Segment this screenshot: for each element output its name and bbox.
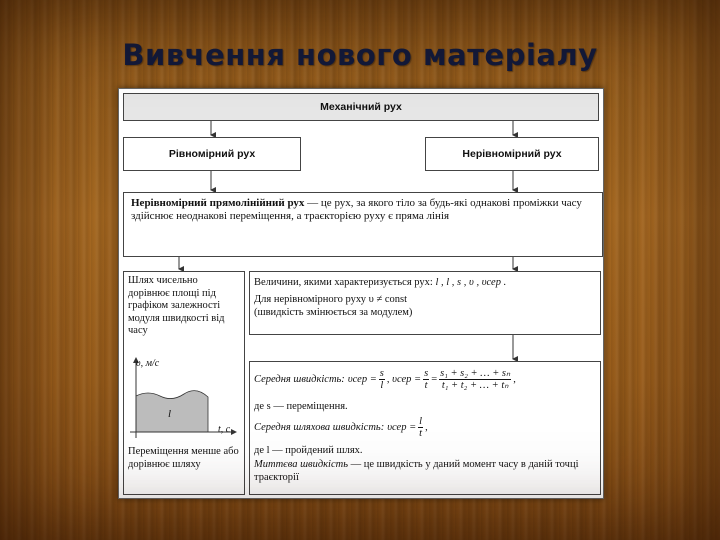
avg-speed-row: Середня швидкість: υсер = $\frac{s}{l}$ , υсер = $\frac{s}{t}$ = $\frac{\text{s₁ + s₂ + … + sₙ}}{\text{t₁ + t₂ + … + tₙ}}$ , (254, 368, 516, 391)
graph-y-label: υ, м/с (136, 358, 160, 369)
uniform-motion-box (123, 137, 301, 171)
slide-title: Вивчення нового матеріалу (122, 38, 598, 72)
quantities-line1 (254, 276, 596, 289)
displacement-text: Переміщення менше або дорівнює шляху (128, 446, 239, 470)
formulas-box (249, 361, 601, 495)
path-speed-row: Середня шляхова швидкість: υсер = $\frac{l}{t}$ , (254, 416, 428, 439)
graph-area-label: l (168, 408, 172, 420)
uniform-motion-label: Рівномірний рух (168, 148, 256, 160)
definition-term: Нерівномірний прямолінійний рух (131, 197, 305, 209)
vsr-scalar-symbol: υсер = (392, 374, 422, 385)
where-s-text: де s — переміщення. (254, 401, 348, 412)
path-speed-label: Середня шляхова швидкість: (254, 422, 385, 433)
definition-box (123, 192, 603, 257)
definition-text: — це рух, за якого тіло за будь-які однакові проміжки часу здійснює неоднакові переміщення, а траєкторією руху є пряма лінія (131, 197, 582, 222)
graph-x-label: t, с (218, 424, 231, 435)
quantities-line2: Для нерівномірного руху υ ≠ const (254, 294, 407, 305)
s-over-t: $\frac{s}{t}$ (424, 368, 429, 391)
s-over-l: $\frac{s}{l}$ (379, 368, 384, 391)
quantities-intro: Величини, якими характеризується рух: (254, 277, 433, 288)
diagram-slide (118, 88, 604, 499)
path-area-text: Шлях чисельно дорівнює площі під графіком залежності модуля швидкості від часу (128, 275, 225, 336)
l-over-t: $\frac{l}{t}$ (419, 416, 423, 439)
nonuniform-motion-box (425, 137, 599, 171)
instant-speed-definition: — це швидкість у даний момент часу в даній точці траєкторії (254, 459, 579, 483)
where-l-text: де l — пройдений шлях. (254, 445, 363, 456)
vsr-path-symbol: υсер = (387, 422, 417, 433)
avg-speed-label: Середня швидкість: (254, 374, 345, 385)
quantities-box (249, 271, 601, 335)
instant-speed-text (254, 458, 594, 484)
quantities-symbols: l , l , s , υ , υсер . (435, 277, 507, 288)
instant-speed-label: Миттєва швидкість (254, 459, 348, 470)
mechanical-motion-label: Механічний рух (320, 101, 402, 113)
mechanical-motion-box (123, 93, 599, 121)
path-area-panel (123, 271, 245, 495)
vsr-vector-symbol: υсер = (347, 374, 377, 385)
nonuniform-motion-label: Нерівномірний рух (462, 148, 562, 160)
sum-fraction: $\frac{\text{s₁ + s₂ + … + sₙ}}{\text{t₁ + t₂ + … + tₙ}}$ (440, 368, 511, 391)
quantities-line3: (швидкість змінюється за модулем) (254, 307, 413, 318)
